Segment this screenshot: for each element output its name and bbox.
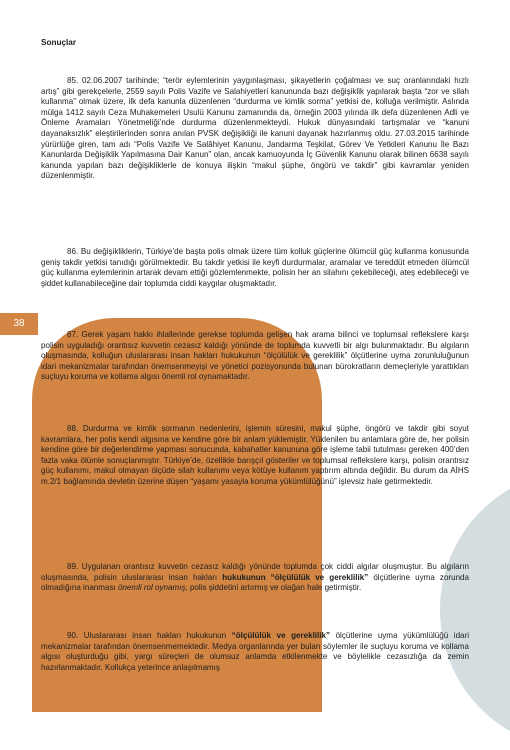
paragraph-88: 88. Durdurma ve kimlik sormanın nedenlerini, işlemin süresini, makul şüphe, öngörü ve takdir gibi soyut kavramlara, her polis kendi algısına ve kendine göre bir anlam yüklemiştir. Yüklenilen bu anlamlara göre de, her polisin kendine göre bir değerlendirme yapması sonucunda, kabahatler kanununa göre işleme tabii tutulması gereken 400’den fazla vaka ölümle sonuçlanmıştır. Türkiye’de, özellikle barışçıl gösteriler ve toplumsal reflekslere karşı, polisin orantısız güç kullanımı, makul olmayan ölçüde silah kullanımı veya kötüye kullanım yaptırım altında değildir. Bu durum da AİHS m.2/1 bağlamında devletin üzerine düşen “yaşamı yasayla koruma yükümlülüğünü” işlevsiz hale getirmektedir. [41, 424, 469, 486]
paragraph-90-bold: “ölçülülük ve gereklilik” [231, 631, 331, 640]
paragraph-89 [41, 562, 469, 594]
section-heading: Sonuçlar [41, 38, 77, 47]
page-number-tab [0, 313, 38, 335]
paragraph-90-text-2: ölçütlerine uyma yükümlülüğü idari mekanizmalar tarafından önemsenmemektedir. Medya organlarında yer bulan söylemler ile suçluyu koruma ve kollama algısı oluşturduğu gibi, yargı süreçleri de olumsuz anlamda etkilenmekte ve böylelikle cezasızlığa da zemin hazırlanmaktadır. Kollukça yeterince anlaşılmamış [41, 631, 469, 672]
paragraph-89-italic: önemli rol oynamış [117, 583, 186, 593]
paragraph-86: 86. Bu değişikliklerin, Türkiye’de başta polis olmak üzere tüm kolluk güçlerine ölümcül güç kullanma konusunda geniş takdir yetkisi tanıdığı görülmektedir. Bu takdir yetkisi ile keyfi durdurmalar, aramalar ve tereddüt etmeden ölümcül güç kullanma eylemlerinin artarak devam ettiği gözlemlenmekte, polisin her an silahını çekebileceği, ateş edebileceği ve şiddet kullanabileceğine dair toplumda ciddi kaygılar oluşmaktadır. [41, 247, 469, 288]
paragraph-89-text-3: , polis şiddetini artırmış ve olağan hale getirmiştir. [185, 583, 362, 593]
paragraph-89-text-2: ölçütlerine uyma zorunda olmadığına inanması [41, 572, 469, 593]
paragraph-89-bold: hukukunun “ölçülülük ve gereklilik” [222, 572, 369, 582]
paragraph-87: 87. Gerek yaşam hakkı ihlallerinde gerekse toplumda gelişen hak arama bilinci ve toplumsal reflekslere karşı polisin uyguladığı orantısız kuvvetin cezasız kaldığı yönünde de toplumda kuvvetli bir algı bulunmaktadır. Bu algıların oluşmasında, kolluğun uluslararası insan hakları hukukunun “ölçülülük ve gereklilik” ölçütlerine uyma zorunluluğunun idari mekanizmalar tarafından önemsenmeyişi ve yönetici pozisyonunda bulunan bürokratların demeçleriyle yarattıkları suçluyu koruma ve kollama algısı önemli rol oynamaktadır. [41, 330, 469, 382]
paragraph-89-text-1: 89. Uygulanan orantısız kuvvetin cezasız kaldığı yönünde toplumda çok ciddi algılar oluşmuştur. Bu algıların oluşmasında, polisin uluslararası insan hakları [41, 562, 469, 582]
decorative-teal-shape [440, 470, 510, 750]
paragraph-90-text-1: 90. Uluslararası insan hakları hukukunun [67, 631, 232, 640]
page-number: 38 [13, 318, 25, 329]
paragraph-85: 85. 02.06.2007 tarihinde; “terör eylemlerinin yaygınlaşması, şikayetlerin çoğalması ve suç oranlarındaki hızlı artış” gibi gerekçelerle, 2559 sayılı Polis Vazife ve Salahiyetleri kanununda bazı değişiklik yapılarak başta “zor ve silah kullanma” olmak üzere, ilk defa kanunla düzenlenen “durdurma ve kimlik sorma” yetkisi de, kolluğa verilmiştir. Aslında mülga 1412 sayılı Ceza Muhakemeleri Usulü Kanunu zamanında da, örneğin 2003 yılında ilk defa düzenlenen Adli ve Önleme Aramaları Yönetmeliği’nde durdurma düzenlenmekteydi. Hukuk dünyasındaki tartışmalar ve “kanuni dayanaksızlık” eleştirilerinden sonra anılan PVSK değişikliği ile kanuni dayanak hazırlanmış oldu. 27.03.2015 tarihinde yürürlüğe giren, tam adı “Polis Vazife Ve Salâhiyet Kanunu, Jandarma Teşkilat, Görev Ve Yetkileri Kanunu İle Bazı Kanunlarda Değişiklik Yapılmasına Dair Kanun” olan, ancak kamuoyunda İç Güvenlik Kanunu olarak bilinen 6638 sayılı kanunda yapılan bazı değişikliklerle de konuya ilişkin “makul şüphe, öngörü ve takdir” gibi kavramlar yeniden düzenlenmiştir. [41, 76, 469, 181]
paragraph-90 [41, 631, 469, 673]
